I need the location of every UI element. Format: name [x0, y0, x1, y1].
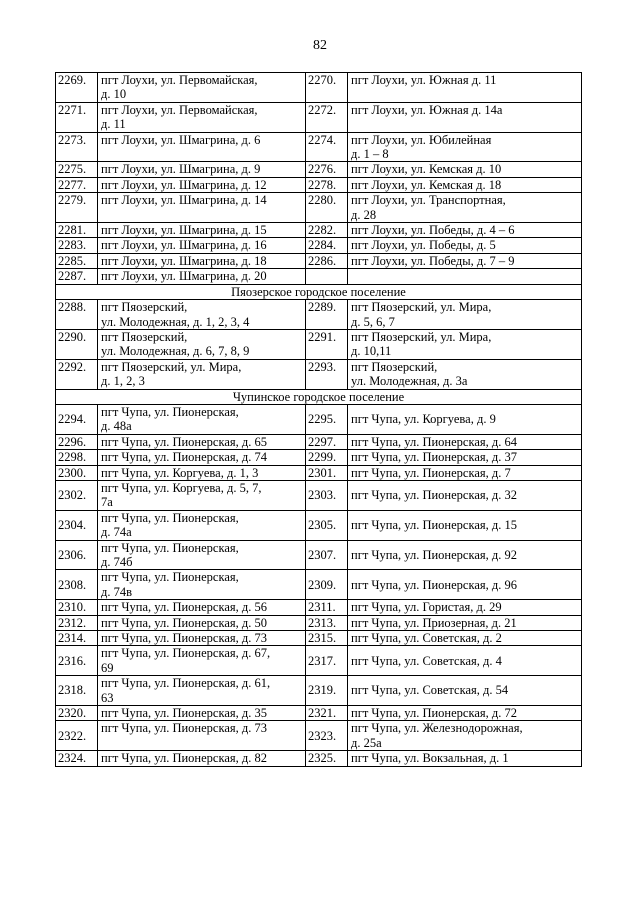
entry-number-right-line: 2301.: [308, 465, 337, 480]
address-left-line: пгт Чупа, ул. Пионерская, д. 50: [101, 615, 267, 630]
entry-number-right-line: 2295.: [308, 412, 337, 427]
address-left-line: д. 10: [101, 87, 127, 102]
entry-number-right-line: 2311.: [308, 600, 336, 615]
address-left-line: пгт Чупа, ул. Пионерская, д. 56: [101, 600, 267, 615]
entry-number-right-line: 2315.: [308, 631, 337, 646]
address-right: [348, 132, 582, 162]
address-table: [55, 72, 582, 767]
entry-number-left: [56, 450, 98, 465]
address-right-line: пгт Чупа, ул. Советская, д. 2: [351, 631, 502, 646]
table-row: [56, 615, 582, 630]
address-left: [98, 162, 306, 177]
address-right: [348, 193, 582, 223]
address-right: [348, 615, 582, 630]
table-row: [56, 646, 582, 676]
address-left: [98, 253, 306, 268]
entry-number-left-line: 2294.: [58, 412, 87, 427]
entry-number-left-line: 2302.: [58, 488, 87, 503]
address-left: [98, 600, 306, 615]
address-left: [98, 465, 306, 480]
entry-number-left-line: 2275.: [58, 162, 87, 177]
entry-number-left: [56, 132, 98, 162]
table-row: [56, 193, 582, 223]
address-right: [348, 177, 582, 192]
entry-number-right: [306, 193, 348, 223]
address-right-line: д. 1 – 8: [351, 147, 389, 162]
address-right-line: пгт Чупа, ул. Железнодорожная,: [351, 721, 523, 736]
address-right: [348, 359, 582, 389]
entry-number-left: [56, 300, 98, 330]
entry-number-right-line: 2323.: [308, 728, 337, 743]
entry-number-right: [306, 300, 348, 330]
entry-number-left-line: 2322.: [58, 728, 87, 743]
entry-number-right-line: 2305.: [308, 517, 337, 532]
address-left-line: пгт Пяозерский,: [101, 300, 188, 315]
table-row: [56, 706, 582, 721]
entry-number-left: [56, 615, 98, 630]
entry-number-right-line: 2317.: [308, 653, 337, 668]
address-left-line: пгт Чупа, ул. Пионерская, д. 61,: [101, 676, 271, 691]
address-left-line: пгт Пяозерский,: [101, 329, 188, 344]
address-right: [348, 751, 582, 766]
entry-number-right-line: 2274.: [308, 132, 337, 147]
address-left-line: пгт Лоухи, ул. Первомайская,: [101, 102, 258, 117]
table-row: [56, 300, 582, 330]
address-right-line: пгт Чупа, ул. Пионерская, д. 64: [351, 434, 517, 449]
table-row: [56, 404, 582, 434]
entry-number-right-line: 2307.: [308, 547, 337, 562]
entry-number-left: [56, 434, 98, 449]
address-right: [348, 253, 582, 268]
address-right-line: пгт Чупа, ул. Коргуева, д. 9: [351, 412, 496, 427]
address-left-line: ул. Молодежная, д. 6, 7, 8, 9: [101, 344, 250, 359]
address-right: [348, 73, 582, 103]
entry-number-left-line: 2304.: [58, 517, 87, 532]
table-row: [56, 132, 582, 162]
entry-number-right: [306, 132, 348, 162]
entry-number-right: [306, 706, 348, 721]
entry-number-right-line: 2325.: [308, 751, 337, 766]
address-right-line: пгт Лоухи, ул. Кемская д. 10: [351, 162, 502, 177]
table-row: [56, 751, 582, 766]
table-row: [56, 540, 582, 570]
address-left-line: 63: [101, 690, 114, 705]
section-header-row: [56, 284, 582, 299]
address-right: [348, 300, 582, 330]
entry-number-left: [56, 269, 98, 284]
address-left: [98, 646, 306, 676]
address-right: [348, 465, 582, 480]
entry-number-right-line: 2284.: [308, 238, 337, 253]
entry-number-right-line: 2321.: [308, 706, 337, 721]
entry-number-right-line: 2289.: [308, 300, 337, 315]
entry-number-right-line: 2291.: [308, 329, 337, 344]
address-left-line: 69: [101, 660, 114, 675]
address-right-line: пгт Чупа, ул. Пионерская, д. 32: [351, 488, 517, 503]
table-row: [56, 600, 582, 615]
address-right-line: пгт Чупа, ул. Пионерская, д. 7: [351, 465, 511, 480]
address-left-line: пгт Чупа, ул. Пионерская, д. 67,: [101, 646, 271, 661]
table-row: [56, 721, 582, 751]
table-row: [56, 359, 582, 389]
entry-number-left: [56, 540, 98, 570]
entry-number-left: [56, 329, 98, 359]
entry-number-left: [56, 631, 98, 646]
address-left-line: пгт Чупа, ул. Пионерская, д. 74: [101, 450, 267, 465]
entry-number-right: [306, 600, 348, 615]
address-left-line: д. 74в: [101, 584, 133, 599]
entry-number-right-line: 2270.: [308, 73, 337, 87]
address-right-line: пгт Чупа, ул. Пионерская, д. 96: [351, 577, 517, 592]
address-left-line: пгт Чупа, ул. Пионерская, д. 82: [101, 751, 267, 766]
address-left: [98, 434, 306, 449]
address-right-line: пгт Чупа, ул. Гористая, д. 29: [351, 600, 502, 615]
entry-number-left-line: 2298.: [58, 450, 87, 465]
entry-number-left-line: 2312.: [58, 615, 87, 630]
address-left: [98, 706, 306, 721]
address-left-line: пгт Чупа, ул. Пионерская,: [101, 570, 239, 585]
entry-number-right-line: 2313.: [308, 615, 337, 630]
address-left-line: пгт Лоухи, ул. Шмагрина, д. 6: [101, 132, 261, 147]
address-left: [98, 510, 306, 540]
entry-number-left-line: 2287.: [58, 269, 87, 284]
entry-number-left: [56, 570, 98, 600]
entry-number-left: [56, 600, 98, 615]
address-right: [348, 434, 582, 449]
address-right-line: пгт Лоухи, ул. Южная д. 14а: [351, 102, 503, 117]
address-right-line: д. 5, 6, 7: [351, 314, 395, 329]
address-right: [348, 480, 582, 510]
entry-number-right: [306, 253, 348, 268]
address-left: [98, 300, 306, 330]
entry-number-left: [56, 751, 98, 766]
entry-number-right: [306, 631, 348, 646]
entry-number-left-line: 2285.: [58, 253, 87, 268]
address-left: [98, 450, 306, 465]
address-right: [348, 600, 582, 615]
address-left-line: пгт Чупа, ул. Коргуева, д. 1, 3: [101, 465, 259, 480]
address-left: [98, 329, 306, 359]
entry-number-left: [56, 465, 98, 480]
address-right-line: пгт Лоухи, ул. Победы, д. 4 – 6: [351, 223, 515, 238]
entry-number-left-line: 2290.: [58, 329, 87, 344]
table-row: [56, 450, 582, 465]
address-left: [98, 404, 306, 434]
entry-number-left-line: 2316.: [58, 653, 87, 668]
address-right: [348, 676, 582, 706]
entry-number-left: [56, 162, 98, 177]
address-right: [348, 631, 582, 646]
address-right: [348, 450, 582, 465]
address-left: [98, 132, 306, 162]
entry-number-right: [306, 434, 348, 449]
address-left-line: пгт Лоухи, ул. Шмагрина, д. 15: [101, 223, 267, 238]
entry-number-left: [56, 73, 98, 103]
address-right-line: пгт Чупа, ул. Пионерская, д. 72: [351, 706, 517, 721]
address-right-line: пгт Чупа, ул. Приозерная, д. 21: [351, 615, 517, 630]
table-row: [56, 238, 582, 253]
entry-number-right: [306, 676, 348, 706]
entry-number-left: [56, 223, 98, 238]
address-right-line: пгт Пяозерский, ул. Мира,: [351, 329, 492, 344]
address-right: [348, 223, 582, 238]
address-right-line: пгт Лоухи, ул. Кемская д. 18: [351, 177, 502, 192]
entry-number-right: [306, 540, 348, 570]
address-right-line: пгт Пяозерский,: [351, 359, 438, 374]
address-right-line: пгт Пяозерский, ул. Мира,: [351, 300, 492, 315]
entry-number-right: [306, 465, 348, 480]
address-left-line: пгт Лоухи, ул. Шмагрина, д. 16: [101, 238, 267, 253]
table-row: [56, 510, 582, 540]
table-row: [56, 676, 582, 706]
address-left: [98, 540, 306, 570]
entry-number-right: [306, 404, 348, 434]
entry-number-right: [306, 102, 348, 132]
entry-number-right: [306, 615, 348, 630]
address-right-line: пгт Лоухи, ул. Транспортная,: [351, 193, 506, 208]
table-row: [56, 570, 582, 600]
address-right-line: д. 28: [351, 207, 377, 222]
address-left-line: пгт Пяозерский, ул. Мира,: [101, 359, 242, 374]
address-left: [98, 480, 306, 510]
address-left: [98, 269, 306, 284]
address-left: [98, 631, 306, 646]
entry-number-left: [56, 359, 98, 389]
address-left: [98, 193, 306, 223]
address-left-line: пгт Чупа, ул. Пионерская, д. 65: [101, 434, 267, 449]
entry-number-left-line: 2296.: [58, 434, 87, 449]
entry-number-right: [306, 646, 348, 676]
address-left-line: пгт Чупа, ул. Пионерская,: [101, 404, 239, 419]
entry-number-right: [306, 223, 348, 238]
entry-number-left-line: 2324.: [58, 751, 87, 766]
address-right: [348, 404, 582, 434]
entry-number-right-line: 2276.: [308, 162, 337, 177]
table-row: [56, 329, 582, 359]
entry-number-right-line: 2282.: [308, 223, 337, 238]
entry-number-right: [306, 269, 348, 284]
address-right: [348, 510, 582, 540]
entry-number-left: [56, 253, 98, 268]
address-right: [348, 329, 582, 359]
address-right-line: пгт Чупа, ул. Вокзальная, д. 1: [351, 751, 509, 766]
entry-number-left: [56, 238, 98, 253]
section-title: Чупинское городское поселение: [56, 389, 582, 404]
entry-number-right: [306, 177, 348, 192]
entry-number-left-line: 2269.: [58, 73, 87, 87]
table-row: [56, 253, 582, 268]
table-row: [56, 465, 582, 480]
address-left: [98, 223, 306, 238]
entry-number-right: [306, 329, 348, 359]
table-row: [56, 102, 582, 132]
address-left-line: пгт Чупа, ул. Пионерская, д. 35: [101, 706, 267, 721]
entry-number-right: [306, 480, 348, 510]
table-row: [56, 480, 582, 510]
entry-number-left: [56, 102, 98, 132]
entry-number-right: [306, 450, 348, 465]
entry-number-left-line: 2314.: [58, 631, 87, 646]
address-right-line: д. 10,11: [351, 344, 392, 359]
entry-number-left-line: 2318.: [58, 683, 87, 698]
address-right-line: пгт Лоухи, ул. Южная д. 11: [351, 73, 497, 87]
address-right: [348, 706, 582, 721]
address-left-line: пгт Лоухи, ул. Шмагрина, д. 18: [101, 253, 267, 268]
address-left: [98, 570, 306, 600]
entry-number-left-line: 2306.: [58, 547, 87, 562]
entry-number-right-line: 2319.: [308, 683, 337, 698]
entry-number-left: [56, 193, 98, 223]
address-right: [348, 646, 582, 676]
entry-number-right: [306, 238, 348, 253]
address-right: [348, 269, 582, 284]
address-table-body: [56, 73, 582, 767]
address-right-line: пгт Чупа, ул. Советская, д. 4: [351, 653, 502, 668]
address-right: [348, 102, 582, 132]
entry-number-left-line: 2277.: [58, 177, 87, 192]
address-right-line: пгт Чупа, ул. Пионерская, д. 37: [351, 450, 517, 465]
table-row: [56, 434, 582, 449]
entry-number-left-line: 2271.: [58, 102, 87, 117]
entry-number-right-line: 2299.: [308, 450, 337, 465]
address-right: [348, 238, 582, 253]
entry-number-right-line: 2278.: [308, 177, 337, 192]
address-left-line: пгт Чупа, ул. Коргуева, д. 5, 7,: [101, 480, 262, 495]
address-left: [98, 359, 306, 389]
address-left: [98, 177, 306, 192]
address-right-line: пгт Лоухи, ул. Юбилейная: [351, 132, 492, 147]
entry-number-right: [306, 751, 348, 766]
address-left-line: пгт Чупа, ул. Пионерская, д. 73: [101, 631, 267, 646]
address-right-line: пгт Чупа, ул. Советская, д. 54: [351, 683, 509, 698]
entry-number-left: [56, 480, 98, 510]
address-left-line: пгт Лоухи, ул. Шмагрина, д. 14: [101, 193, 267, 208]
address-left-line: пгт Лоухи, ул. Шмагрина, д. 12: [101, 177, 267, 192]
entry-number-right-line: 2309.: [308, 577, 337, 592]
address-left: [98, 751, 306, 766]
table-row: [56, 269, 582, 284]
address-left-line: 7а: [101, 495, 113, 510]
entry-number-left-line: 2300.: [58, 465, 87, 480]
address-right: [348, 570, 582, 600]
entry-number-left-line: 2279.: [58, 193, 87, 208]
entry-number-left-line: 2273.: [58, 132, 87, 147]
address-left: [98, 615, 306, 630]
table-row: [56, 73, 582, 103]
address-left-line: д. 74б: [101, 555, 133, 569]
address-left-line: пгт Лоухи, ул. Шмагрина, д. 9: [101, 162, 261, 177]
entry-number-right: [306, 510, 348, 540]
entry-number-left: [56, 177, 98, 192]
address-left-line: пгт Чупа, ул. Пионерская,: [101, 540, 239, 555]
address-left: [98, 721, 306, 751]
entry-number-left-line: 2292.: [58, 359, 87, 374]
entry-number-left-line: 2308.: [58, 577, 87, 592]
entry-number-left: [56, 721, 98, 751]
entry-number-left-line: 2320.: [58, 706, 87, 721]
entry-number-right: [306, 359, 348, 389]
entry-number-left: [56, 646, 98, 676]
address-left-line: пгт Лоухи, ул. Первомайская,: [101, 73, 258, 87]
entry-number-right-line: 2303.: [308, 488, 337, 503]
address-right: [348, 540, 582, 570]
address-left: [98, 676, 306, 706]
table-row: [56, 177, 582, 192]
address-right-line: пгт Чупа, ул. Пионерская, д. 15: [351, 517, 517, 532]
address-left-line: пгт Чупа, ул. Пионерская, д. 73: [101, 721, 267, 736]
entry-number-left-line: 2310.: [58, 600, 87, 615]
entry-number-left: [56, 404, 98, 434]
address-left: [98, 238, 306, 253]
section-title: Пяозерское городское поселение: [56, 284, 582, 299]
entry-number-right: [306, 162, 348, 177]
entry-number-right: [306, 73, 348, 103]
entry-number-right-line: 2293.: [308, 359, 337, 374]
address-right-line: пгт Лоухи, ул. Победы, д. 5: [351, 238, 496, 253]
address-left: [98, 102, 306, 132]
address-right-line: д. 25а: [351, 735, 382, 750]
address-right: [348, 162, 582, 177]
table-row: [56, 223, 582, 238]
address-left-line: пгт Чупа, ул. Пионерская,: [101, 510, 239, 525]
table-row: [56, 162, 582, 177]
address-left-line: пгт Лоухи, ул. Шмагрина, д. 20: [101, 269, 267, 284]
address-left-line: д. 11: [101, 117, 126, 132]
entry-number-right-line: 2286.: [308, 253, 337, 268]
entry-number-left-line: 2281.: [58, 223, 87, 238]
page-number: 82: [313, 38, 327, 53]
entry-number-right-line: 2272.: [308, 102, 337, 117]
address-left: [98, 73, 306, 103]
entry-number-left: [56, 510, 98, 540]
section-header-row: [56, 389, 582, 404]
entry-number-right: [306, 721, 348, 751]
address-left-line: ул. Молодежная, д. 1, 2, 3, 4: [101, 314, 250, 329]
address-right: [348, 721, 582, 751]
entry-number-right-line: 2297.: [308, 434, 337, 449]
table-row: [56, 631, 582, 646]
entry-number-right-line: 2280.: [308, 193, 337, 208]
address-right-line: пгт Чупа, ул. Пионерская, д. 92: [351, 547, 517, 562]
address-left-line: д. 1, 2, 3: [101, 374, 145, 389]
address-left-line: д. 48а: [101, 419, 132, 434]
entry-number-left: [56, 706, 98, 721]
address-left-line: д. 74а: [101, 525, 132, 540]
address-right-line: ул. Молодежная, д. 3а: [351, 374, 468, 389]
entry-number-left: [56, 676, 98, 706]
entry-number-left-line: 2283.: [58, 238, 87, 253]
entry-number-left-line: 2288.: [58, 300, 87, 315]
address-right-line: пгт Лоухи, ул. Победы, д. 7 – 9: [351, 253, 515, 268]
entry-number-right: [306, 570, 348, 600]
